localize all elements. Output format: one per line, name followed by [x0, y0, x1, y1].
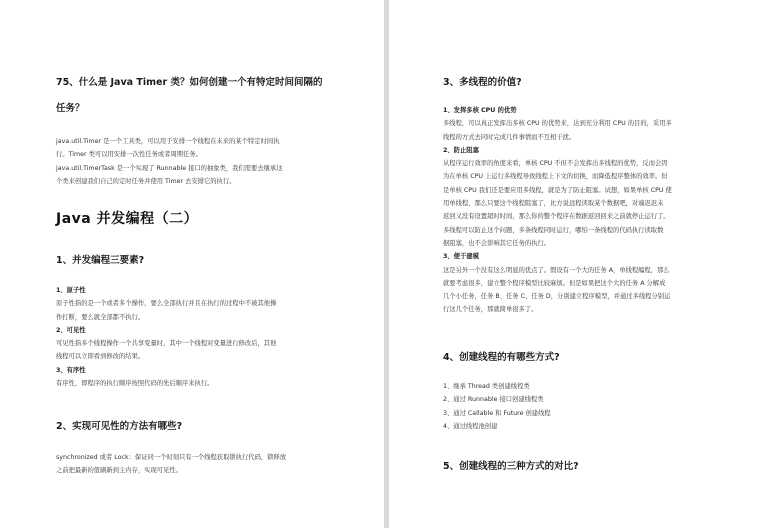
q3-cpu-line: 线程的方式去同时完成几件事情而不互相干扰。: [443, 133, 576, 141]
q3-cpu-line: 多线程，可以真正发挥出多核 CPU 的优势来，达到充分利用 CPU 的目的，采用多: [443, 120, 672, 128]
q4-title: 4、创建线程的有哪些方式?: [443, 352, 560, 363]
q1-atomic-heading: 1、原子性: [56, 287, 86, 294]
q2-body: [56, 451, 286, 478]
q3-model-line: 就要考虑很多，建立整个程序模型比较麻烦。但是如果把这个大的任务 A 分解成: [443, 279, 666, 287]
q3-block-line: 多线程可以防止这个问题，多条线程同时运行，哪怕一条线程的代码执行读取数: [443, 226, 664, 234]
q1-atomic-line: 作打断，要么就全部都不执行。: [56, 313, 145, 321]
q4-list-item: 2、通过 Runnable 接口创建线程类: [443, 396, 544, 404]
section-title: Java 并发编程（二）: [56, 211, 199, 227]
q4-list: [443, 380, 551, 433]
q3-block-line: 据阻塞，也不会影响其它任务的执行。: [443, 239, 551, 247]
q3-block-line: 是单核 CPU 我们还是要应用多线程，就是为了防止阻塞。试想，如果单核 CPU 使: [443, 186, 672, 194]
q1-body: [56, 284, 276, 390]
q1-visibility-line: 可见性指多个线程操作一个共享变量时，其中一个线程对变量进行修改后，其他: [56, 340, 277, 348]
q1-title: 1、并发编程三要素?: [56, 255, 145, 266]
q1-order-line: 有序性，即程序的执行顺序按照代码的先后顺序来执行。: [56, 380, 214, 388]
q3-model-line: 行这几个任务，那就简单很多了。: [443, 306, 538, 314]
q1-order-heading: 3、有序性: [56, 366, 86, 374]
q75-body-line: java.util.TimerTask 是一个实现了 Runnable 接口的抽象类，我们需要去继承这: [56, 164, 283, 172]
q5-title: 5、创建线程的三种方式的对比?: [443, 461, 579, 472]
q4-list-item: 3、通过 Callable 和 Future 创建线程: [443, 409, 551, 417]
q3-model-line: 这是另外一个没有这么明显的优点了。假设有一个大的任务 A，单线程编程，那么: [443, 266, 670, 274]
q4-list-item: 4、通过线程池创建: [443, 422, 498, 430]
q4-list-item: 1、继承 Thread 类创建线程类: [443, 383, 530, 390]
q2-title: 2、实现可见性的方法有哪些?: [56, 421, 183, 432]
q75-body: [56, 135, 283, 188]
q3-body: [443, 104, 672, 317]
q3-block-line: 从程序运行效率的角度来看，单核 CPU 不但不会发挥出多线程的优势，反而会因: [443, 160, 668, 168]
q3-title: 3、多线程的价值?: [443, 77, 522, 88]
q75-title-line-2: 任务？: [56, 103, 85, 114]
q3-block-line: 为在单核 CPU 上运行多线程导致线程上下文的切换，而降低程序整体的效率。但: [443, 173, 668, 181]
q75-title-line-1: 75、什么是 Java Timer 类？如何创建一个有特定时间间隔的: [56, 77, 323, 88]
q1-visibility-line: 线程可以立即看到修改的结果。: [56, 353, 145, 361]
q1-visibility-heading: 2、可见性: [56, 326, 86, 334]
q3-block-line: 返回又没有设置超时时间，那么你的整个程序在数据返回回来之前就停止运行了。: [443, 213, 670, 221]
q1-atomic-line: 原子性指的是一个或者多个操作，要么全部执行并且在执行的过程中不被其他操: [56, 300, 277, 308]
q75-body-line: 行。Timer 类可以用安排一次性任务或者周期任务。: [56, 151, 202, 159]
q3-block-line: 用单线程，那么只要这个线程阻塞了，比方说远程读取某个数据吧，对端迟迟未: [443, 200, 664, 208]
document-page-right: [389, 0, 776, 528]
q3-block-heading: 2、防止阻塞: [443, 146, 479, 154]
q2-body-line: 之前把最新的值刷新到主内存，实现可见性。: [56, 467, 182, 475]
q3-model-line: 几个小任务，任务 B、任务 C、任务 D，分别建立程序模型，并通过多线程分别运: [443, 293, 671, 301]
q3-model-heading: 3、便于建模: [443, 253, 479, 261]
q3-cpu-heading: 1、发挥多核 CPU 的优势: [443, 107, 517, 114]
q75-body-line: java.util.Timer 是一个工具类，可以用于安排一个线程在未来的某个特定时间执: [56, 138, 280, 145]
q75-body-line: 个类来创建我们自己的定时任务并使用 Timer 去安排它的执行。: [56, 177, 236, 185]
q2-body-line: synchronized 或者 Lock：保证同一个时刻只有一个线程获取锁执行代码，锁释放: [56, 454, 287, 461]
document-page-left: [0, 0, 384, 528]
